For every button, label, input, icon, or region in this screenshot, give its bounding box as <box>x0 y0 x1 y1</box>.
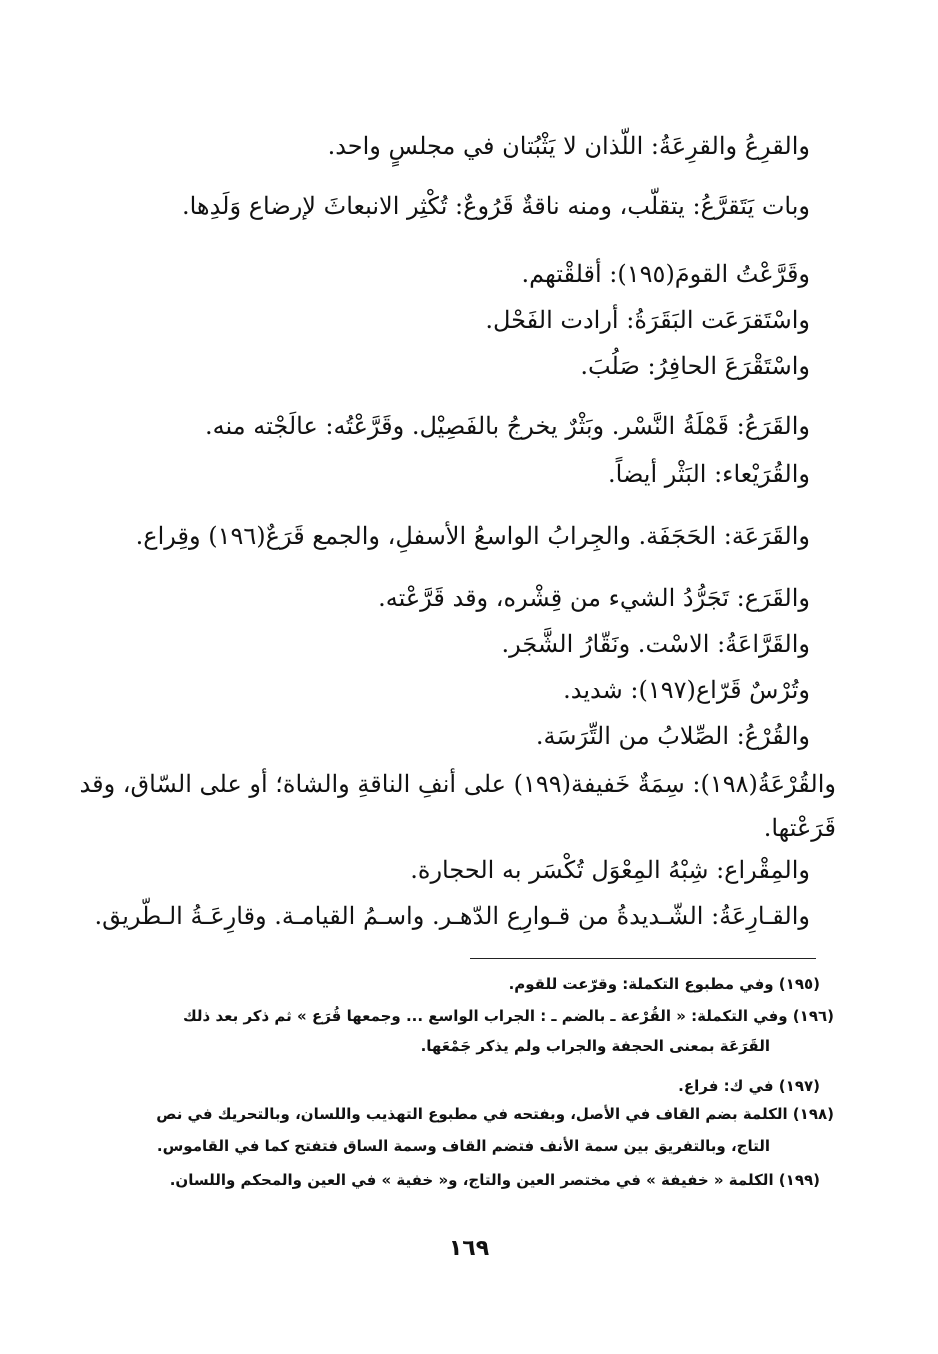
entry-line-13: والقُرْعَةُ(١٩٨): سِمَةٌ خَفيفة(١٩٩) على أنفِ الناقةِ والشاة؛ أو على السّاق، وقد <box>79 770 836 798</box>
entry-line-5: واسْتَقْرَعَ الحافِرُ: صَلُبَ. <box>580 352 810 380</box>
footnote-198: (١٩٨) الكلمة بضم القاف في الأصل، وبفتحه في مطبوع التهذيب واللسان، وبالتحريك في نص <box>156 1105 834 1123</box>
entry-line-8: والقَرَعَة: الحَجَفَة. والجِرابُ الواسعُ الأسفلِ، والجمع قَرَعٌ(١٩٦) وقِراع. <box>135 522 810 550</box>
entry-line-9: والقَرَع: تَجَرُّدُ الشيء من قِشْره، وقد قَرَّعْته. <box>378 584 810 612</box>
entry-line-14: والمِقْراع: شِبْهُ المِعْوَل تُكْسَر به الحجارة. <box>410 856 810 884</box>
footnote-197: (١٩٧) في ك: فراع. <box>678 1077 820 1095</box>
entry-line-11: وتُرْسٌ قَرّاع(١٩٧): شديد. <box>563 676 810 704</box>
footnote-199: (١٩٩) الكلمة « خفيفة » في مختصر العين والتاج، و« خفية » في العين والمحكم واللسان. <box>169 1171 820 1189</box>
entry-line-6: والقَرَعُ: قَمْلَةُ النَّسْر. وبَثْرٌ يخرجُ بالفَصِيْل. وقَرَّعْتُه: عالَجْته منه. <box>205 412 810 440</box>
entry-line-2: وبات يَتَقرَّعُ: يتقلّب، ومنه ناقةٌ قَرُوعٌ: تُكْثِر الانبعاثَ لإرضاع وَلَدِها. <box>181 192 810 220</box>
footnote-separator <box>470 958 816 959</box>
footnote-196: (١٩٦) وفي التكملة: « القُرْعة ـ بالضم ـ : الجراب الواسع ... وجمعها قُرَع » ثم ذكر بعد ذلك <box>182 1007 834 1025</box>
entry-line-1: والقرِعُ والقرِعَةُ: اللّذان لا يَثْبُتان في مجلسٍ واحد. <box>327 132 810 160</box>
entry-line-10: والقَرَّاعَةُ: الاسْت. ونَقّارُ الشَّجَر. <box>501 630 810 658</box>
entry-line-3: وقَرَّعْتُ القومَ(١٩٥): أقلقْتهم. <box>521 260 810 288</box>
entry-line-13-continuation: قَرَعْتها. <box>763 814 836 842</box>
entry-line-7: والقُرَيْعاء: البَثْر أيضاً. <box>608 460 810 488</box>
footnote-198-continuation: التاج، وبالتفريق بين سمة الأنف فتضم القاف وسمة الساق فتفتح كما في القاموس. <box>156 1137 770 1155</box>
footnote-196-continuation: القَرَعَة بمعنى الحجفة والجراب ولم يذكر جَمْعَها. <box>420 1037 770 1055</box>
footnote-195: (١٩٥) وفي مطبوع التكملة: وقرّعت للقوم. <box>508 975 820 993</box>
page-number: ١٦٩ <box>448 1236 490 1261</box>
entry-line-15: والقـارِعَةُ: الشّـديدةُ من قـوارِع الدّهـر. واسـمُ القيامـة. وقارِعَـةُ الـطّريق. <box>94 902 810 930</box>
entry-line-12: والقُرْعُ: الصِّلابُ من التِّرَسَة. <box>535 722 810 750</box>
entry-line-4: واسْتَقرَعَت البَقَرَةُ: أرادت الفَحْل. <box>485 306 810 334</box>
